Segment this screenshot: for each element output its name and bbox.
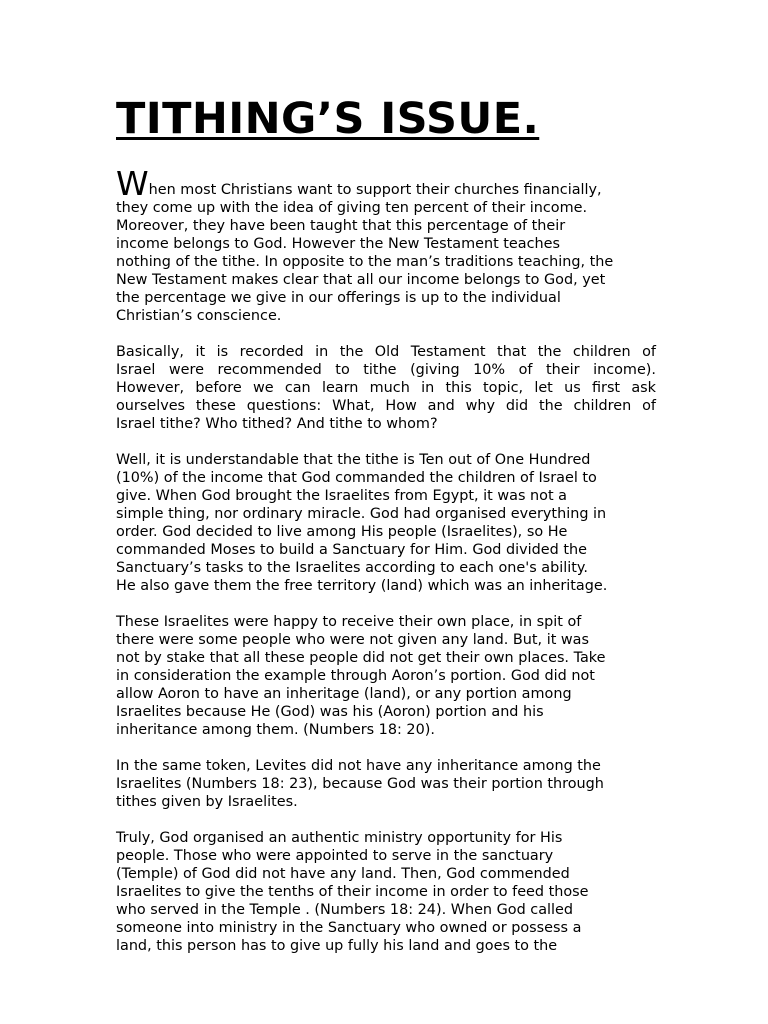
paragraph-line: land, this person has to give up fully his land and goes to the [116, 938, 558, 954]
paragraph-1 [116, 164, 656, 325]
paragraph-line: He also gave them the free territory (land) which was an inheritage. [116, 578, 608, 594]
paragraph-line: Truly, God organised an authentic ministry opportunity for His [116, 830, 563, 846]
paragraph-line: However, before we can learn much in this topic, let us first ask [116, 380, 656, 396]
paragraph-line: income belongs to God. However the New Testament teaches [116, 236, 560, 252]
paragraph-2 [116, 343, 656, 433]
paragraph-line: In the same token, Levites did not have any inheritance among the [116, 758, 601, 774]
paragraph-4 [116, 613, 656, 739]
paragraph-line: the percentage we give in our offerings is up to the individual [116, 290, 561, 306]
paragraph-line: tithes given by Israelites. [116, 794, 298, 810]
paragraph-line: give. When God brought the Israelites from Egypt, it was not a [116, 488, 567, 504]
paragraph-line: Basically, it is recorded in the Old Testament that the children of [116, 344, 656, 360]
document-body [116, 164, 656, 973]
paragraph-line: Christian’s conscience. [116, 308, 282, 324]
paragraph-line: order. God decided to live among His people (Israelites), so He [116, 524, 568, 540]
paragraph-line: These Israelites were happy to receive their own place, in spit of [116, 614, 582, 630]
document-title: TITHING’S ISSUE. [116, 94, 540, 144]
paragraph-line: in consideration the example through Aoron’s portion. God did not [116, 668, 595, 684]
paragraph-line: simple thing, nor ordinary miracle. God had organised everything in [116, 506, 607, 522]
paragraph-line: When most Christians want to support their churches financially, [116, 164, 602, 203]
paragraph-line: Sanctuary’s tasks to the Israelites according to each one's ability. [116, 560, 588, 576]
paragraph-line: Israel were recommended to tithe (giving 10% of their income). [116, 362, 656, 378]
drop-cap: W [116, 164, 149, 203]
paragraph-line: not by stake that all these people did not get their own places. Take [116, 650, 606, 666]
paragraph-line: (10%) of the income that God commanded the children of Israel to [116, 470, 597, 486]
paragraph-line: Moreover, they have been taught that this percentage of their [116, 218, 566, 234]
paragraph-line: commanded Moses to build a Sanctuary for Him. God divided the [116, 542, 587, 558]
paragraph-5 [116, 757, 656, 811]
paragraph-line: there were some people who were not given any land. But, it was [116, 632, 589, 648]
paragraph-line: who served in the Temple . (Numbers 18: 24). When God called [116, 902, 574, 918]
paragraph-line: people. Those who were appointed to serve in the sanctuary [116, 848, 554, 864]
paragraph-line: they come up with the idea of giving ten percent of their income. [116, 200, 588, 216]
paragraph-line: nothing of the tithe. In opposite to the man’s traditions teaching, the [116, 254, 614, 270]
paragraph-line: allow Aoron to have an inheritage (land), or any portion among [116, 686, 572, 702]
paragraph-3 [116, 451, 656, 595]
paragraph-6 [116, 829, 656, 955]
paragraph-line: New Testament makes clear that all our income belongs to God, yet [116, 272, 606, 288]
paragraph-line: Israelites because He (God) was his (Aoron) portion and his [116, 704, 544, 720]
paragraph-line: Israel tithe? Who tithed? And tithe to whom? [116, 416, 438, 432]
paragraph-line: someone into ministry in the Sanctuary who owned or possess a [116, 920, 582, 936]
paragraph-line: (Temple) of God did not have any land. Then, God commended [116, 866, 570, 882]
paragraph-line: Israelites (Numbers 18: 23), because God was their portion through [116, 776, 604, 792]
paragraph-line: ourselves these questions: What, How and why did the children of [116, 398, 656, 414]
paragraph-line: Israelites to give the tenths of their income in order to feed those [116, 884, 589, 900]
paragraph-line: inheritance among them. (Numbers 18: 20). [116, 722, 435, 738]
paragraph-line: Well, it is understandable that the tithe is Ten out of One Hundred [116, 452, 591, 468]
